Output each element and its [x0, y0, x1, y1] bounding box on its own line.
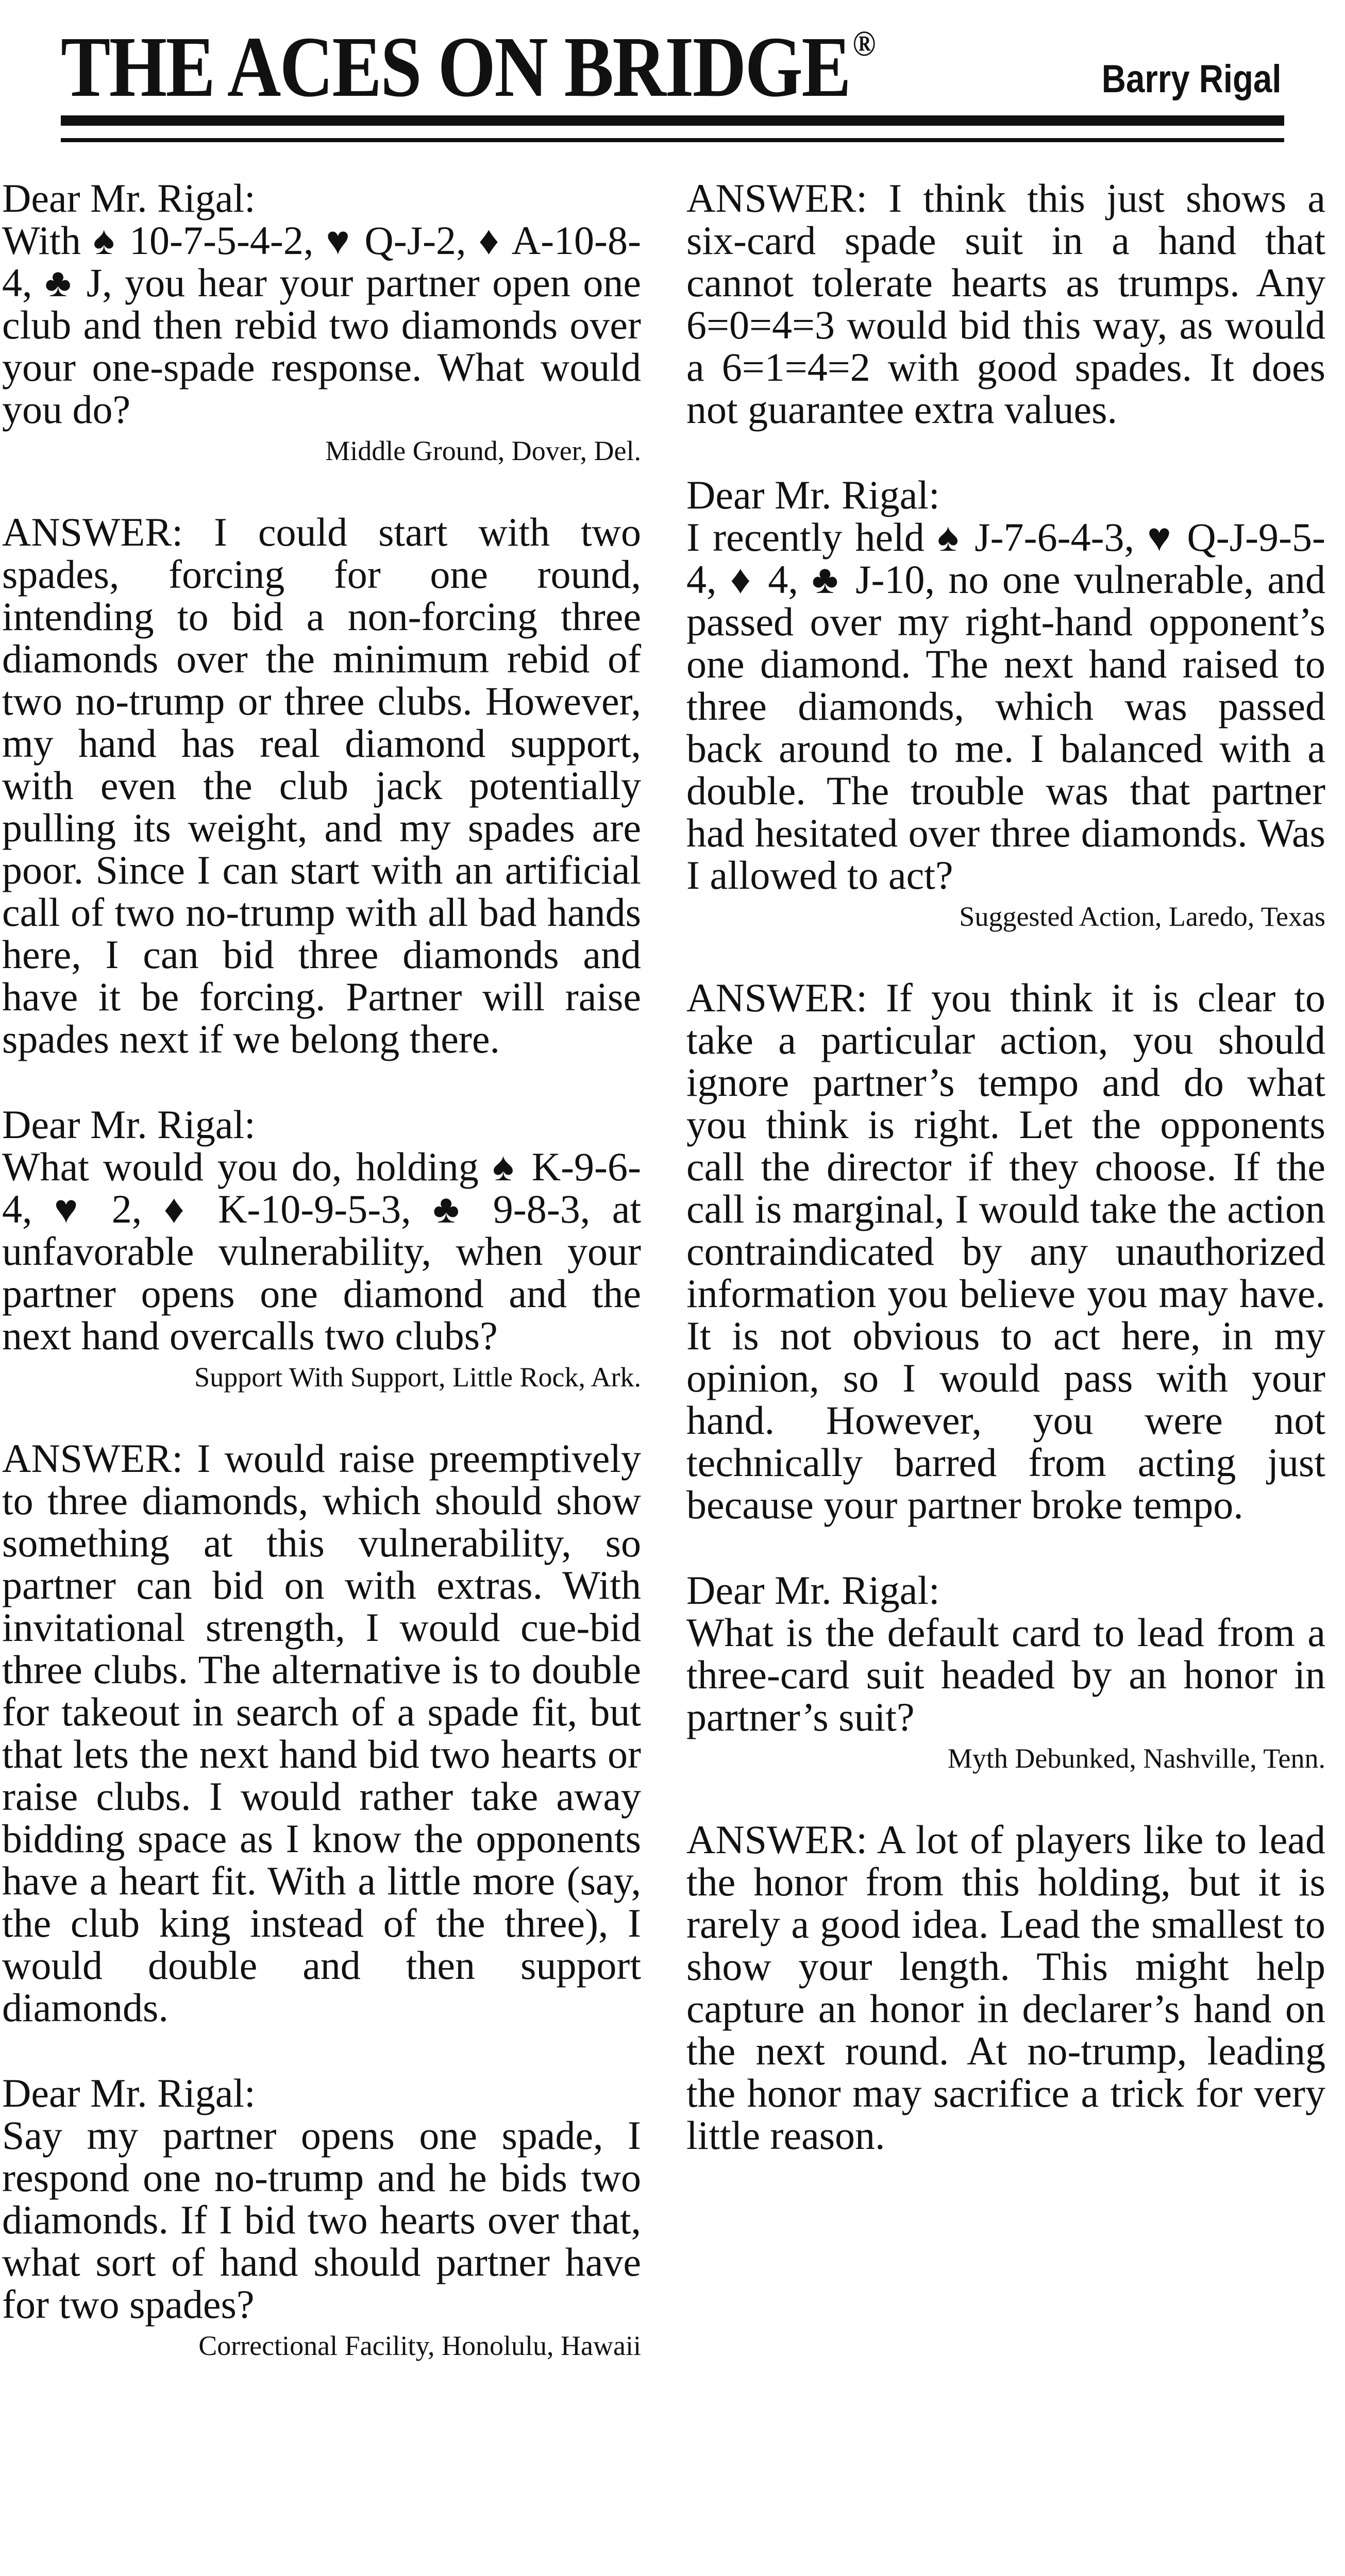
question-text: I recently held ♠ J-7-6-4-3, ♥ Q-J-9-5-4, ♦ 4, ♣ J-10, no one vulnerable, and passed over my right-hand opponent’s one diamond. The next hand raised to three diamonds, which was passed back around to me. I balanced with a double. The trouble was that partner had hesitated over three diamonds. Was I allowed to act? — [686, 515, 1325, 897]
answer-2 — [2, 1437, 641, 2029]
letter-signature: Middle Ground, Dover, Del. — [325, 435, 641, 466]
answer-5 — [686, 1819, 1325, 2157]
letter-signature: Correctional Facility, Honolulu, Hawaii — [198, 2330, 641, 2361]
letter-signature: Support With Support, Little Rock, Ark. — [194, 1362, 641, 1393]
masthead-thick-rule — [61, 115, 1284, 126]
letter-2 — [2, 1104, 641, 1394]
column-title: THE ACES ON BRIDGE® — [61, 19, 875, 115]
answer-text: ANSWER: A lot of players like to lead the honor from this holding, but it is rarely a good idea. Lead the smallest to show your length. This might help capture an honor in declarer’s hand on the next round. At no-trump, leading the honor may sacrifice a trick for very little reason. — [686, 1817, 1325, 2158]
salutation: Dear Mr. Rigal: — [2, 176, 256, 221]
masthead-thin-rule — [61, 138, 1284, 142]
salutation: Dear Mr. Rigal: — [686, 472, 940, 517]
letter-signature: Myth Debunked, Nashville, Tenn. — [947, 1743, 1325, 1774]
letter-1 — [2, 177, 641, 468]
question-text: Say my partner opens one spade, I respond one no-trump and he bids two diamonds. If I bid two hearts over that, what sort of hand should partner have for two spades? — [2, 2113, 641, 2327]
answer-text: ANSWER: If you think it is clear to take a particular action, you should ignore partner’s tempo and do what you think is right. Let the opponents call the director if they choose. If the call is marginal, I would take the action contraindicated by any unauthorized information you believe you may have. It is not obvious to act here, in my opinion, so I would pass with your hand. However, you were not technically barred from acting just because your partner broke tempo. — [686, 975, 1325, 1527]
answer-3 — [686, 177, 1325, 431]
registered-mark: ® — [852, 24, 875, 64]
right-column — [686, 177, 1325, 2200]
answer-4 — [686, 977, 1325, 1526]
answer-text: ANSWER: I would raise preemptively to three diamonds, which should show something at this vulnerability, so partner can bid on with extras. With invitational strength, I would cue-bid three clubs. The alternative is to double for takeout in search of a spade fit, but that lets the next hand bid two hearts or raise clubs. I would rather take away bidding space as I know the opponents have a heart fit. With a little more (say, the club king instead of the three), I would double and then support diamonds. — [2, 1436, 641, 2030]
letter-5 — [686, 1569, 1325, 1775]
answer-text: ANSWER: I think this just shows a six-card spade suit in a hand that cannot tolerate hearts as trumps. Any 6=0=4=3 would bid this way, as would a 6=1=4=2 with good spades. It does not guarantee extra values. — [686, 176, 1325, 432]
salutation: Dear Mr. Rigal: — [2, 2071, 256, 2115]
question-text: With ♠ 10-7-5-4-2, ♥ Q-J-2, ♦ A-10-8-4, ♣ J, you hear your partner open one club and then rebid two diamonds over your one-spade response. What would you do? — [2, 218, 641, 432]
masthead — [61, 20, 1284, 123]
question-text: What is the default card to lead from a three-card suit headed by an honor in partner’s suit? — [686, 1610, 1325, 1739]
left-column — [2, 177, 641, 2406]
letter-3 — [2, 2072, 641, 2363]
answer-text: ANSWER: I could start with two spades, forcing for one round, intending to bid a non-forcing three diamonds over the minimum rebid of two no-trump or three clubs. However, my hand has real diamond support, with even the club jack potentially pulling its weight, and my spades are poor. Since I can start with an artificial call of two no-trump with all bad hands here, I can bid three diamonds and have it be forcing. Partner will raise spades next if we belong there. — [2, 510, 641, 1061]
letter-4 — [686, 474, 1325, 934]
salutation: Dear Mr. Rigal: — [686, 1568, 940, 1613]
letter-signature: Suggested Action, Laredo, Texas — [959, 901, 1325, 932]
author-byline: Barry Rigal — [1101, 57, 1281, 101]
question-text: What would you do, holding ♠ K-9-6-4, ♥ 2, ♦ K-10-9-5-3, ♣ 9-8-3, at unfavorable vulnerability, when your partner opens one diamond and the next hand overcalls two clubs? — [2, 1144, 641, 1358]
answer-1 — [2, 511, 641, 1060]
salutation: Dear Mr. Rigal: — [2, 1102, 256, 1147]
